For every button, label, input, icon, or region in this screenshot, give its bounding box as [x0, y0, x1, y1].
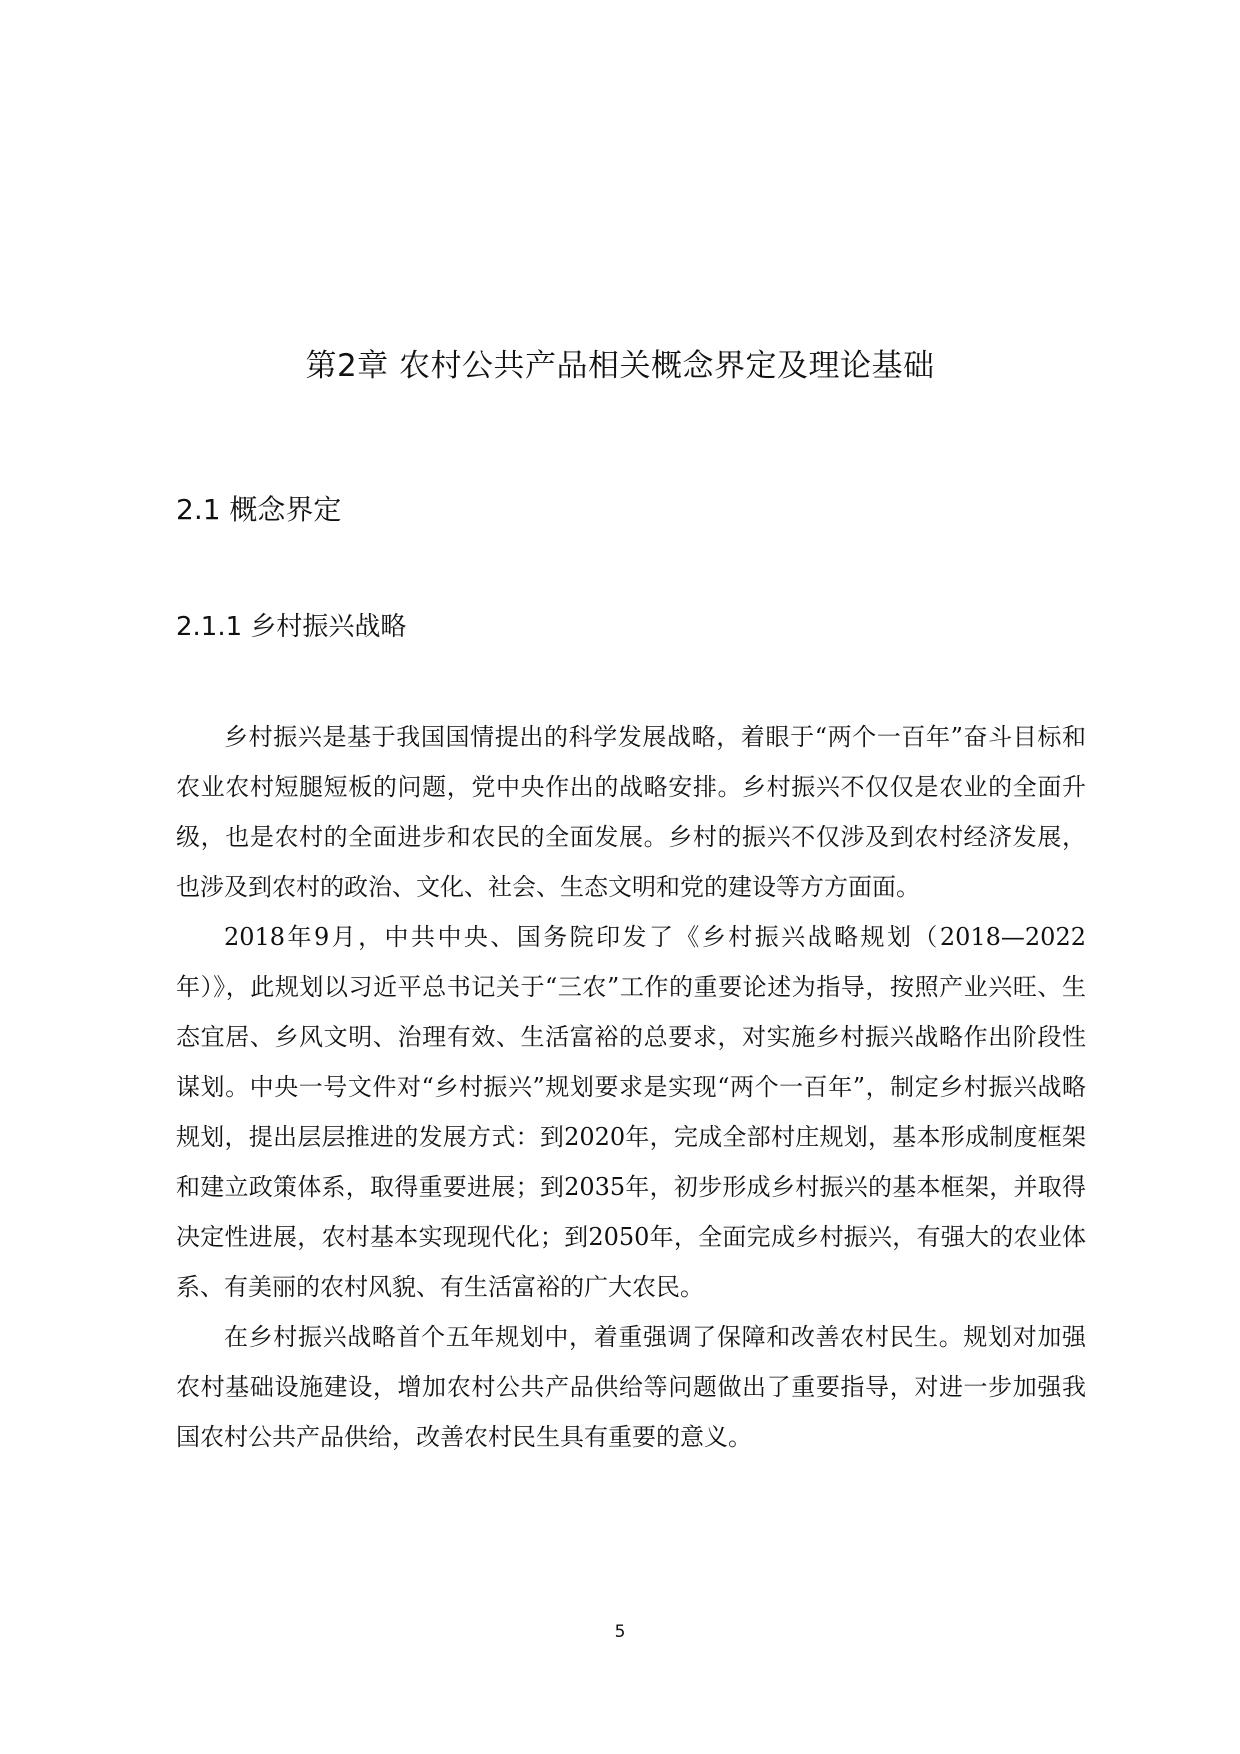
section-heading: 2.1 概念界定 [176, 493, 342, 526]
body-text [176, 712, 1086, 1462]
paragraph: 在乡村振兴战略首个五年规划中，着重强调了保障和改善农村民生。规划对加强农村基础设施建设，增加农村公共产品供给等问题做出了重要指导，对进一步加强我国农村公共产品供给，改善农村民生具有重要的意义。 [176, 1323, 1086, 1451]
chapter-title: 第2章 农村公共产品相关概念界定及理论基础 [305, 348, 935, 384]
paragraph: 乡村振兴是基于我国国情提出的科学发展战略，着眼于“两个一百年”奋斗目标和农业农村短腿短板的问题，党中央作出的战略安排。乡村振兴不仅仅是农业的全面升级，也是农村的全面进步和农民的全面发展。乡村的振兴不仅涉及到农村经济发展，也涉及到农村的政治、文化、社会、生态文明和党的建设等方方面面。 [176, 723, 1086, 901]
paragraph: 2018年9月，中共中央、国务院印发了《乡村振兴战略规划（2018—2022年）》，此规划以习近平总书记关于“三农”工作的重要论述为指导，按照产业兴旺、生态宜居、乡风文明、治理有效、生活富裕的总要求，对实施乡村振兴战略作出阶段性谋划。中央一号文件对“乡村振兴”规划要求是实现“两个一百年”，制定乡村振兴战略规划，提出层层推进的发展方式：到2020年，完成全部村庄规划，基本形成制度框架和建立政策体系，取得重要进展；到2035年，初步形成乡村振兴的基本框架，并取得决定性进展，农村基本实现现代化；到2050年，全面完成乡村振兴，有强大的农业体系、有美丽的农村风貌、有生活富裕的广大农民。 [176, 923, 1086, 1301]
page-number: 5 [614, 1622, 626, 1642]
subsection-heading: 2.1.1 乡村振兴战略 [176, 612, 407, 642]
